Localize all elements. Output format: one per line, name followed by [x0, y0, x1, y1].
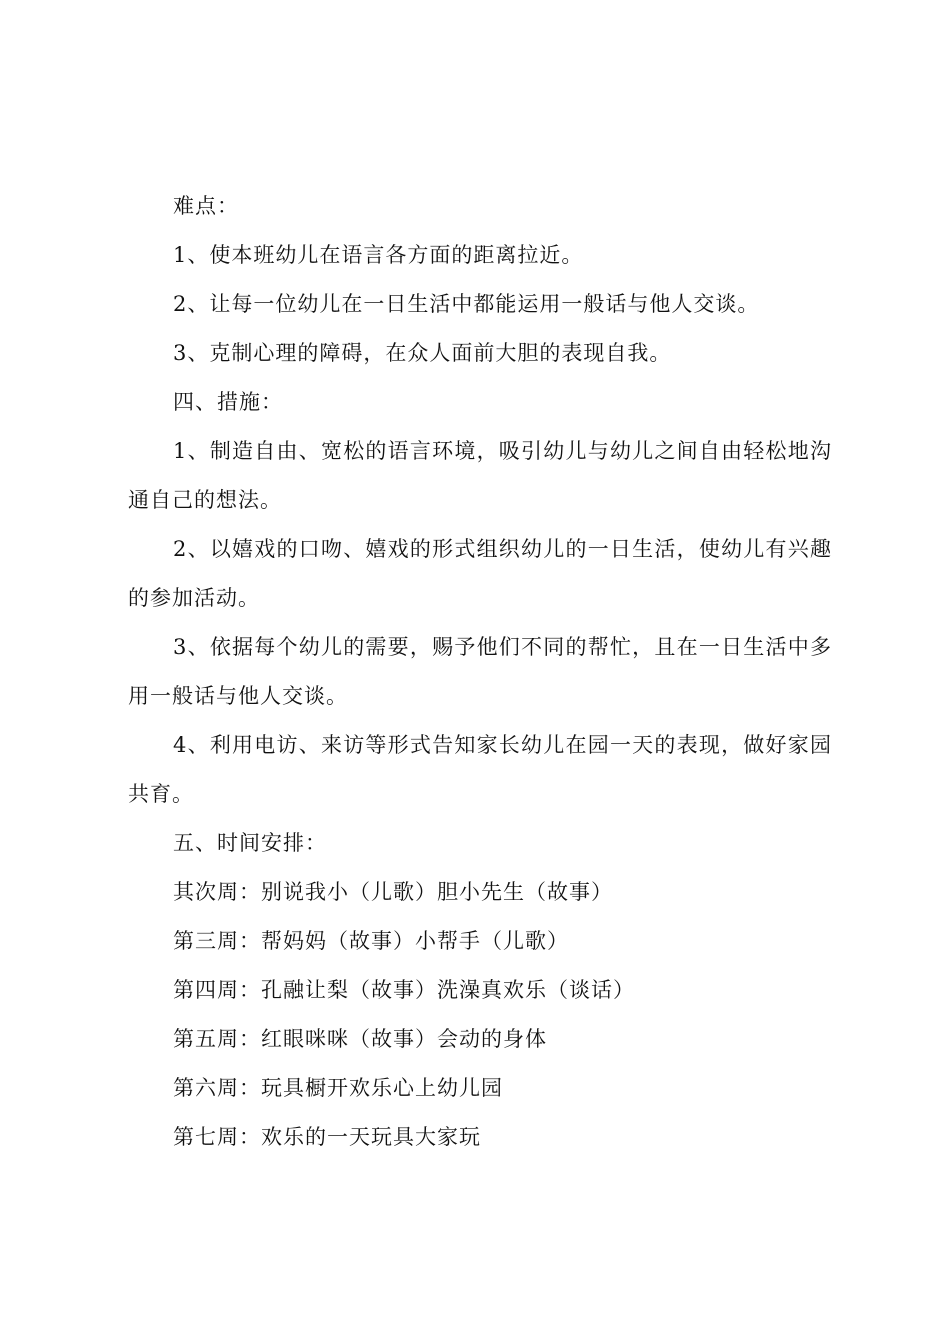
measures-heading: 四、措施：: [173, 390, 283, 414]
schedule-item-week-3: 第三周：帮妈妈（故事）小帮手（儿歌）: [173, 929, 569, 953]
document-body: [128, 182, 832, 1162]
difficulty-item-3: 3、克制心理的障碍，在众人面前大胆的表现自我。: [173, 341, 672, 365]
schedule-item-week-2: 其次周：别说我小（儿歌）胆小先生（故事）: [173, 880, 613, 904]
schedule-item-week-4: 第四周：孔融让梨（故事）洗澡真欢乐（谈话）: [173, 978, 635, 1002]
difficulty-item-1: 1、使本班幼儿在语言各方面的距离拉近。: [173, 243, 584, 267]
schedule-item-week-6: 第六周：玩具橱开欢乐心上幼儿园: [173, 1076, 503, 1100]
difficulty-heading: 难点：: [173, 194, 239, 218]
measure-item-1: 1、制造自由、宽松的语言环境，吸引幼儿与幼儿之间自由轻松地沟通自己的想法。: [128, 439, 832, 512]
schedule-item-week-7: 第七周：欢乐的一天玩具大家玩: [173, 1125, 481, 1149]
measure-item-4: 4、利用电访、来访等形式告知家长幼儿在园一天的表现，做好家园共育。: [128, 733, 832, 806]
measure-item-2: 2、以嬉戏的口吻、嬉戏的形式组织幼儿的一日生活，使幼儿有兴趣的参加活动。: [128, 537, 832, 610]
schedule-heading: 五、时间安排：: [173, 831, 327, 855]
measure-item-3: 3、依据每个幼儿的需要，赐予他们不同的帮忙，且在一日生活中多用一般话与他人交谈。: [128, 635, 832, 708]
schedule-item-week-5: 第五周：红眼咪咪（故事）会动的身体: [173, 1027, 547, 1051]
difficulty-item-2: 2、让每一位幼儿在一日生活中都能运用一般话与他人交谈。: [173, 292, 760, 316]
